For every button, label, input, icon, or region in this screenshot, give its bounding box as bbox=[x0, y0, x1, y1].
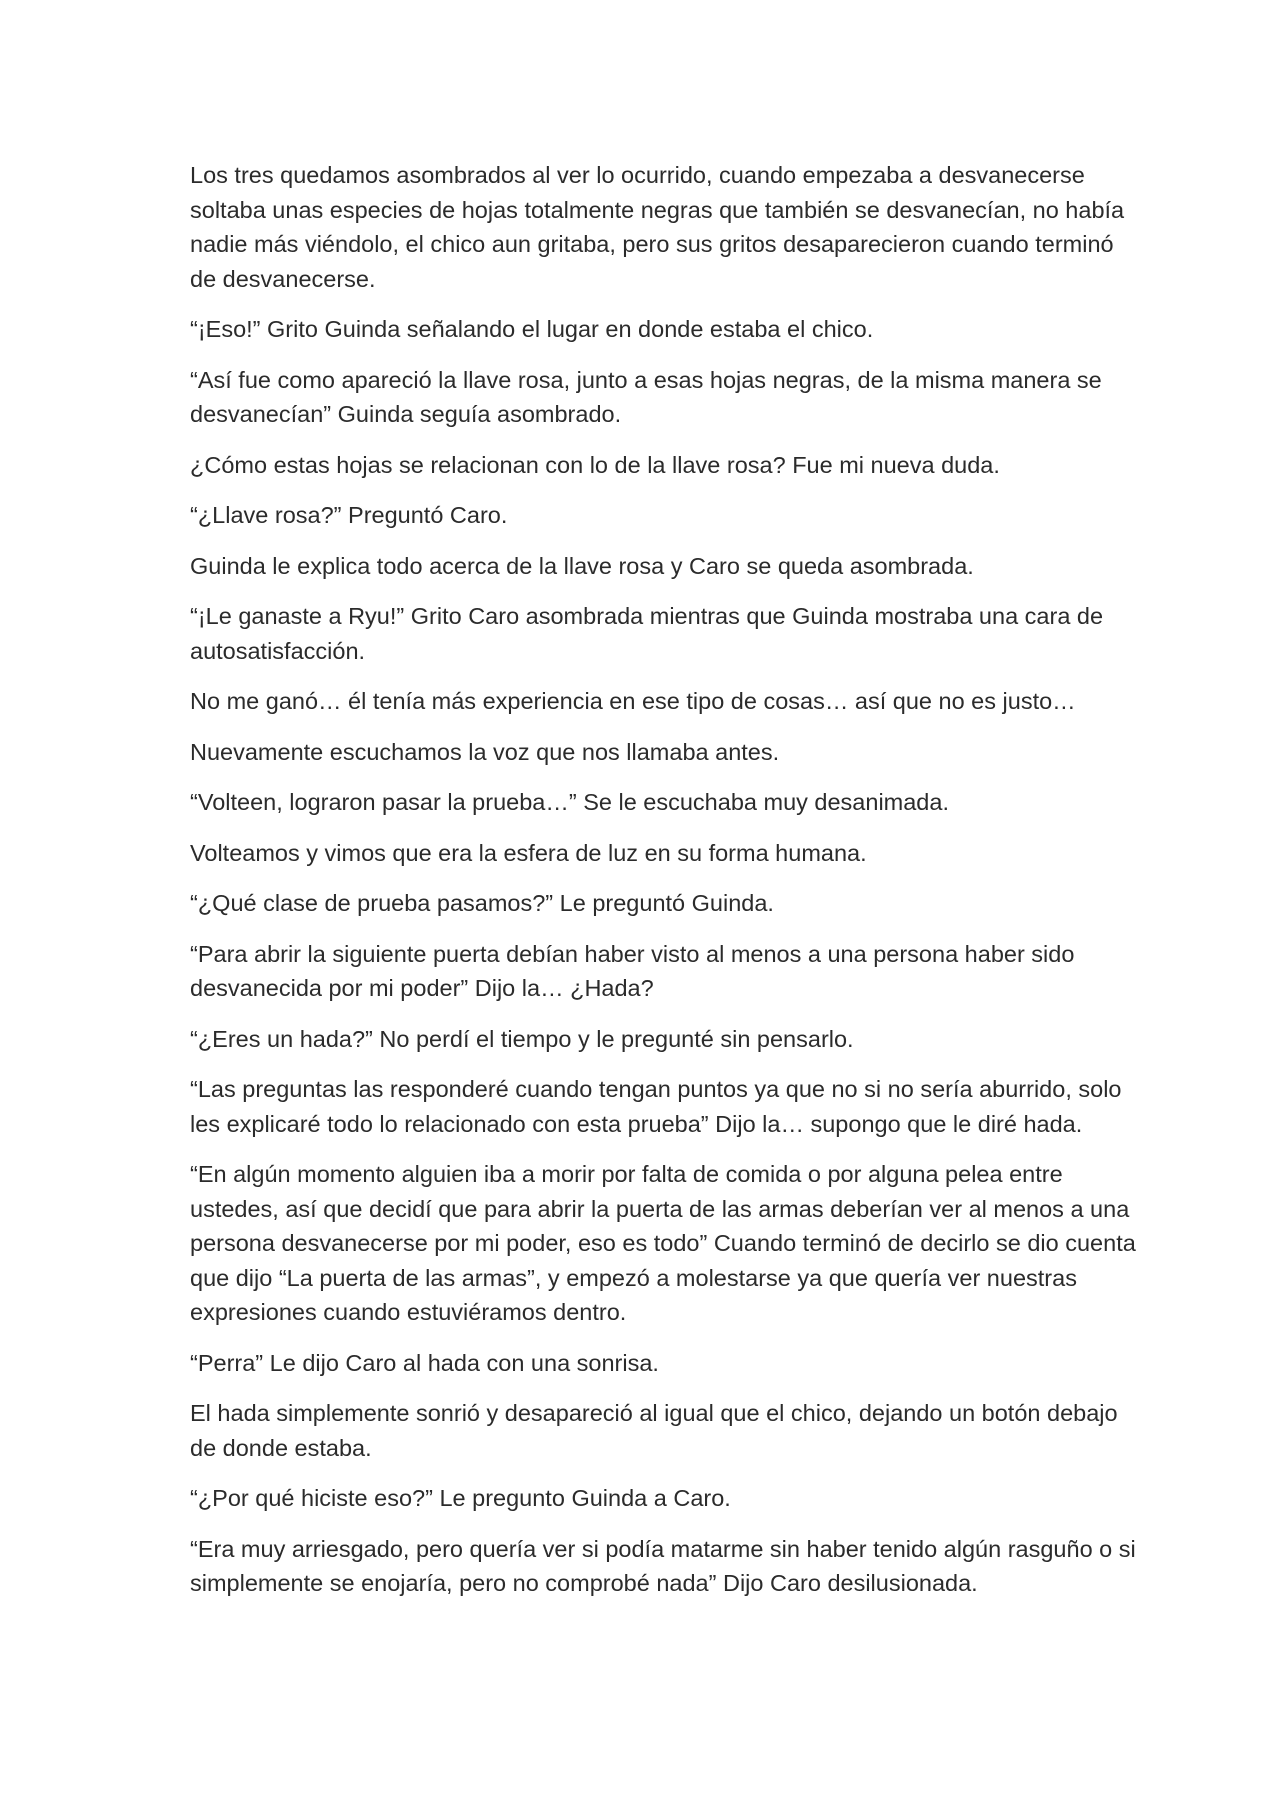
paragraph: Los tres quedamos asombrados al ver lo ocurrido, cuando empezaba a desvanecerse soltaba unas especies de hojas totalmente negras que también se desvanecían, no había nadie más viéndolo, el chico aun gritaba, pero sus gritos desaparecieron cuando terminó de desvanecerse. bbox=[190, 162, 1125, 292]
paragraph: “¿Llave rosa?” Preguntó Caro. bbox=[190, 502, 508, 528]
paragraph: El hada simplemente sonrió y desapareció al igual que el chico, dejando un botón debajo de donde estaba. bbox=[190, 1400, 1118, 1461]
paragraph: “¿Por qué hiciste eso?” Le pregunto Guinda a Caro. bbox=[190, 1485, 731, 1511]
paragraph: “Para abrir la siguiente puerta debían haber visto al menos a una persona haber sido desvanecida por mi poder” Dijo la… ¿Hada? bbox=[190, 940, 1075, 1001]
paragraph: “Así fue como apareció la llave rosa, junto a esas hojas negras, de la misma manera se desvanecían” Guinda seguía asombrado. bbox=[190, 366, 1102, 427]
paragraph: “Volteen, lograron pasar la prueba…” Se le escuchaba muy desanimada. bbox=[190, 789, 949, 815]
paragraph: Guinda le explica todo acerca de la llave rosa y Caro se queda asombrada. bbox=[190, 552, 974, 579]
paragraph: “Perra” Le dijo Caro al hada con una sonrisa. bbox=[190, 1349, 659, 1376]
paragraph: “Las preguntas las responderé cuando tengan puntos ya que no si no sería aburrido, solo les explicaré todo lo relacionado con esta prueba” Dijo la… supongo que le diré hada. bbox=[190, 1076, 1122, 1137]
document-page bbox=[190, 158, 1140, 1617]
paragraph: “¿Eres un hada?” No perdí el tiempo y le pregunté sin pensarlo. bbox=[190, 1025, 854, 1052]
paragraph: “¿Qué clase de prueba pasamos?” Le preguntó Guinda. bbox=[190, 890, 774, 916]
paragraph: No me ganó… él tenía más experiencia en ese tipo de cosas… así que no es justo… bbox=[190, 688, 1076, 714]
paragraph: ¿Cómo estas hojas se relacionan con lo de la llave rosa? Fue mi nueva duda. bbox=[190, 451, 1000, 478]
paragraph: “En algún momento alguien iba a morir por falta de comida o por alguna pelea entre ustedes, así que decidí que para abrir la puerta de las armas deberían ver al menos a una persona desvanecerse por mi poder, eso es todo” Cuando terminó de decirlo se dio cuenta que dijo “La puerta de las armas”, y empezó a molestarse ya que quería ver nuestras expresiones cuando estuviéramos dentro. bbox=[190, 1161, 1136, 1325]
paragraph: Volteamos y vimos que era la esfera de luz en su forma humana. bbox=[190, 839, 867, 866]
paragraph: Nuevamente escuchamos la voz que nos llamaba antes. bbox=[190, 738, 780, 765]
paragraph: “Era muy arriesgado, pero quería ver si podía matarme sin haber tenido algún rasguño o si simplemente se enojaría, pero no comprobé nada” Dijo Caro desilusionada. bbox=[190, 1535, 1136, 1596]
paragraph: “¡Le ganaste a Ryu!” Grito Caro asombrada mientras que Guinda mostraba una cara de autosatisfacción. bbox=[190, 603, 1104, 664]
paragraph: “¡Eso!” Grito Guinda señalando el lugar en donde estaba el chico. bbox=[190, 316, 874, 342]
